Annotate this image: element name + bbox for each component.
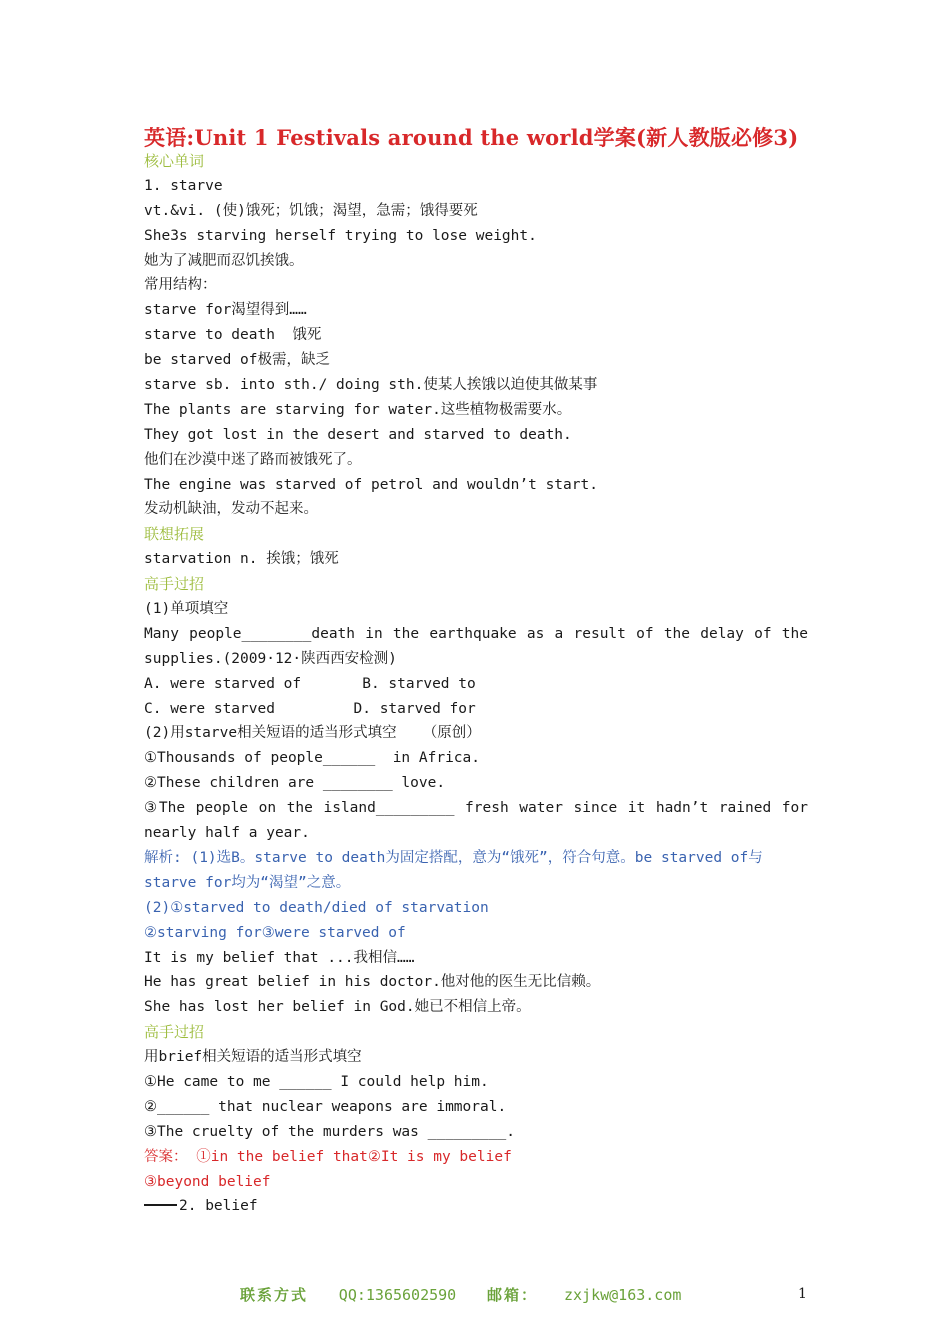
text-line: 他们在沙漠中迷了路而被饿死了。: [144, 451, 362, 468]
text-line: She has lost her belief in God.她已不相信上帝。: [144, 999, 531, 1016]
text-line: supplies.(2009·12·陕西西安检测): [144, 650, 397, 667]
text-line: Many people________death in the earthquake as a result of the delay of the: [144, 625, 808, 642]
text-line: They got lost in the desert and starved to death.: [144, 426, 572, 443]
text-line: It is my belief that ...我相信……: [144, 949, 415, 966]
answer-line: 答案： ①in the belief that②It is my belief: [144, 1148, 512, 1165]
text-line: He has great belief in his doctor.他对他的医生无比信赖。: [144, 974, 601, 991]
text-line: 常用结构：: [144, 277, 217, 294]
page-number: 1: [798, 1286, 807, 1302]
page-footer: [240, 1284, 681, 1305]
text-line: starve sb. into sth./ doing sth.使某人挨饿以迫使其做某事: [144, 377, 598, 394]
analysis-line: 解析: (1)选B。starve to death为固定搭配，意为“饿死”，符合句意。be starved of与: [144, 849, 763, 866]
text-line: vt.&vi. (使)饿死；饥饿；渴望，急需；饿得要死: [144, 202, 478, 219]
contact-label: 联系方式: [240, 1286, 309, 1304]
qq-number: QQ:1365602590: [338, 1286, 457, 1304]
answer-line: ③beyond belief: [144, 1173, 271, 1190]
text-line: ②______ that nuclear weapons are immoral.: [144, 1098, 507, 1115]
text-line: 她为了减肥而忍饥挨饿。: [144, 252, 304, 269]
text-line: ①Thousands of people______ in Africa.: [144, 750, 480, 767]
email-label: 邮箱：: [486, 1286, 538, 1304]
analysis-line: ②starving for③were starved of: [144, 924, 406, 941]
text-line: starve to death 饿死: [144, 327, 322, 344]
text-line: ①He came to me ______ I could help him.: [144, 1073, 489, 1090]
text-line: starve for渴望得到……: [144, 302, 307, 319]
section-heading: 核心单词: [144, 152, 205, 170]
text-line: starvation n. 挨饿；饿死: [144, 551, 339, 568]
analysis-line: starve for均为“渴望”之意。: [144, 874, 351, 891]
analysis-line: (2)①starved to death/died of starvation: [144, 899, 489, 916]
text-line: ②These children are ________ love.: [144, 775, 446, 792]
section-heading: 联想拓展: [144, 525, 205, 544]
text-line: 2. belief: [179, 1198, 258, 1215]
text-line: 用brief相关短语的适当形式填空: [144, 1049, 362, 1066]
text-line: 1. starve: [144, 177, 223, 194]
horizontal-rule: [144, 1204, 177, 1206]
text-line: The plants are starving for water.这些植物极需要水。: [144, 401, 572, 418]
document-body: [144, 149, 808, 1219]
text-line: ③The cruelty of the murders was _________.: [144, 1123, 515, 1140]
text-line: C. were starved D. starved for: [144, 700, 476, 717]
text-line: (1)单项填空: [144, 601, 229, 618]
text-line: A. were starved of B. starved to: [144, 675, 476, 692]
document-title: 英语:Unit 1 Festivals around the world学案(新人教版必修3): [144, 125, 799, 150]
text-line: The engine was starved of petrol and wouldn’t start.: [144, 476, 598, 493]
text-line: [144, 1194, 808, 1219]
section-heading: 高手过招: [144, 1023, 205, 1042]
email-address: zxjkw@163.com: [564, 1286, 682, 1304]
text-line: 发动机缺油，发动不起来。: [144, 501, 318, 518]
text-line: nearly half a year.: [144, 825, 310, 842]
text-line: be starved of极需，缺乏: [144, 352, 330, 369]
section-heading: 高手过招: [144, 575, 205, 594]
text-line: (2)用starve相关短语的适当形式填空 （原创）: [144, 725, 481, 742]
text-line: ③The people on the island_________ fresh water since it hadn’t rained for: [144, 800, 808, 817]
text-line: She3s starving herself trying to lose weight.: [144, 227, 537, 244]
